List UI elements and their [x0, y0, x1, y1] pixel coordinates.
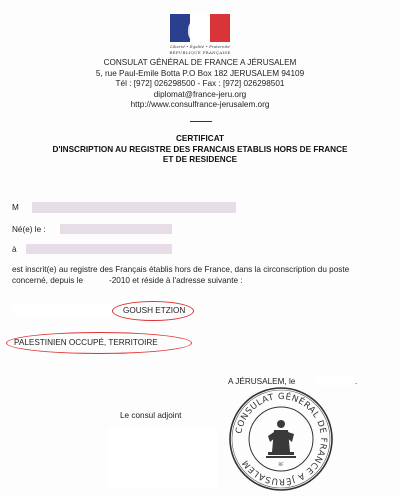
date-period: . — [355, 377, 358, 386]
header-divider — [190, 121, 212, 122]
name-redaction — [32, 202, 236, 213]
consulate-website: http://www.consulfrance-jerusalem.org — [130, 100, 270, 109]
logo-republic: RÉPUBLIQUE FRANÇAISE — [169, 50, 231, 55]
consulate-name: CONSULAT GÉNÉRAL DE FRANCE A JÉRUSALEM — [103, 58, 297, 67]
birth-date-redaction — [60, 224, 172, 234]
consulate-phone: Tél : [972] 026298500 - Fax : [972] 026298501 — [115, 79, 285, 88]
seal-text: CONSULAT GÉNÉRAL DE FRANCE A JÉRUSALEM — [234, 391, 329, 487]
marianne-profile-icon — [188, 18, 210, 42]
consulate-seal — [228, 386, 334, 492]
registration-statement — [12, 265, 392, 286]
birth-place-redaction — [26, 244, 172, 254]
place-and-date: A JÉRUSALEM, le — [228, 377, 296, 386]
logo-motto: Liberté • Égalité • Fraternité — [170, 44, 230, 49]
street-address-blank — [12, 303, 116, 315]
statement-line-2 — [12, 276, 392, 287]
signature-blank — [108, 428, 218, 488]
name-label: M — [12, 203, 19, 212]
consulate-address: 5, rue Paul-Emile Botta P.O Box 182 JERUSALEM 94109 — [95, 68, 305, 78]
consulate-email: diplomat@france-jeru.org — [153, 89, 247, 99]
title-line-2: D'INSCRIPTION AU REGISTRE DES FRANCAIS ETABLIS HORS DE FRANCE — [52, 144, 348, 154]
birth-date-label: Né(e) le : — [12, 225, 46, 234]
signatory-title: Le consul adjoint — [120, 411, 182, 420]
statement-since-label: concerné, depuis le — [12, 275, 84, 285]
statement-line-1: est inscrit(e) au registre des Français établis hors de France, dans la circonscription du poste — [12, 265, 350, 274]
address-city: GOUSH ETZION — [123, 306, 186, 315]
marianne-logo — [170, 14, 230, 54]
title-line-1: CERTIFICAT — [175, 134, 225, 143]
seal-figure-icon — [266, 420, 296, 458]
issue-date-blank — [316, 375, 354, 386]
svg-text:RF: RF — [278, 462, 284, 467]
address-territory: PALESTINIEN OCCUPÉ, TERRITOIRE — [14, 338, 158, 347]
statement-residence-label: -2010 et réside à l'adresse suivante : — [109, 275, 243, 285]
title-line-3: ET DE RESIDENCE — [162, 155, 238, 164]
certificate-title — [0, 134, 400, 166]
birth-place-label: à — [12, 245, 17, 254]
seal-stamp-icon — [228, 386, 334, 492]
consulate-header — [0, 58, 400, 111]
